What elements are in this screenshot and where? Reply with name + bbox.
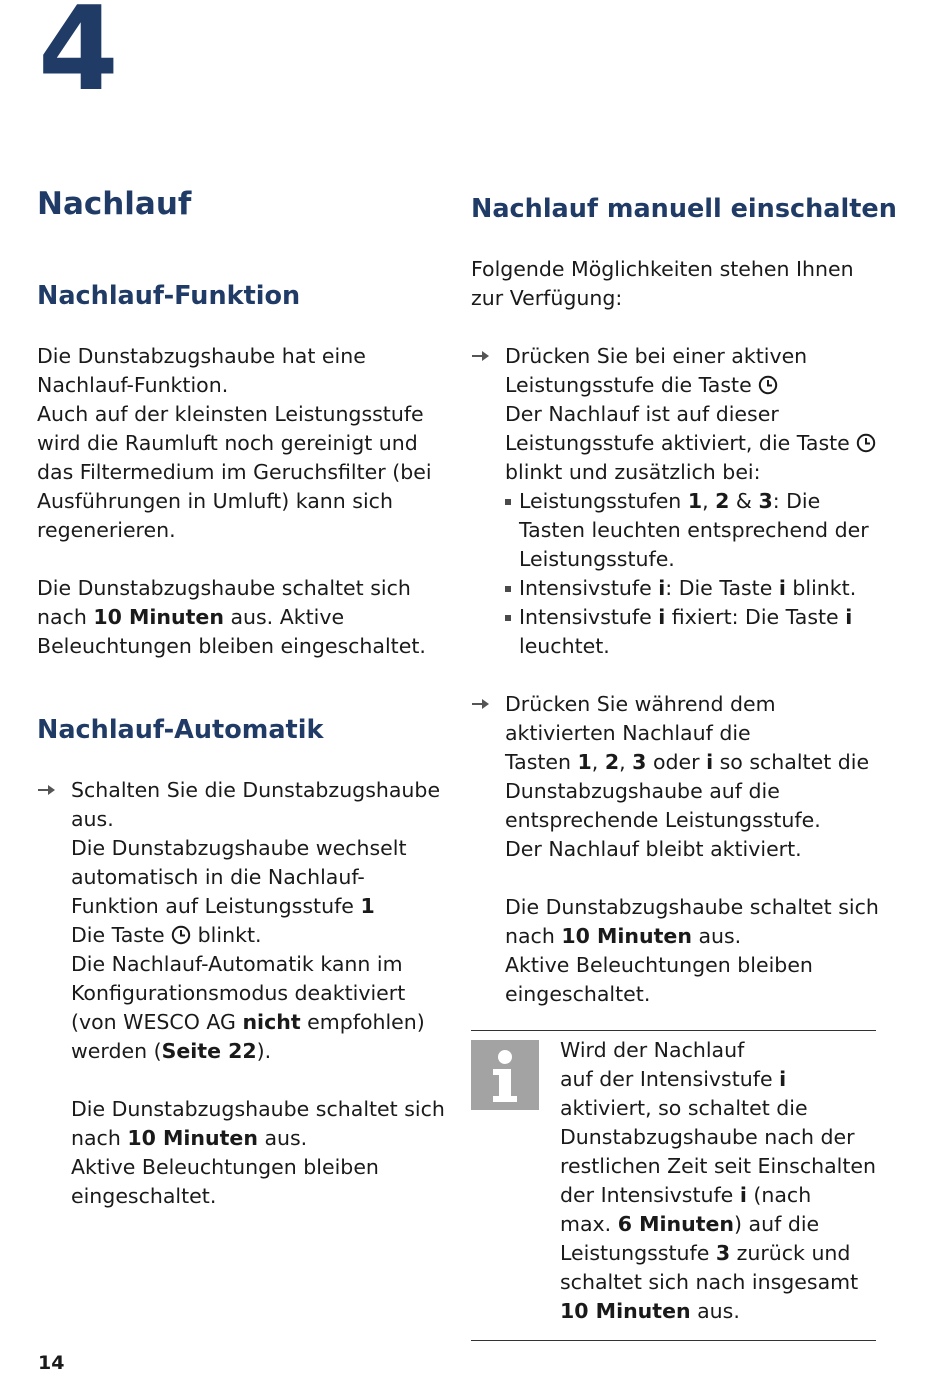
text-line xyxy=(505,429,879,458)
text-line: Die Dunstabzugshaube schaltet sich xyxy=(37,576,411,600)
text-span: max. xyxy=(560,1212,618,1236)
arrow-right-icon xyxy=(471,696,491,712)
text-line: Dunstabzugshaube auf die xyxy=(505,779,780,803)
text-line: Der Nachlauf bleibt aktiviert. xyxy=(505,837,802,861)
text-span: & xyxy=(729,489,759,513)
bold-span: i xyxy=(658,576,666,600)
text-line: Folgende Möglichkeiten stehen Ihnen xyxy=(471,257,854,281)
text-span: Leistungsstufen xyxy=(519,489,688,513)
text-line: entsprechende Leistungsstufe. xyxy=(505,808,821,832)
text-line: Nachlauf-Funktion. xyxy=(37,373,229,397)
page-number: 14 xyxy=(38,1352,65,1374)
bold-span: i xyxy=(739,1183,747,1207)
text-line: restlichen Zeit seit Einschalten xyxy=(560,1154,877,1178)
bullet-list xyxy=(505,487,879,661)
text-span: aus. xyxy=(257,1126,308,1150)
text-line: Wird der Nachlauf xyxy=(560,1038,745,1062)
text-span: nach xyxy=(505,924,562,948)
text-line: Aktive Beleuchtungen bleiben xyxy=(71,1155,379,1179)
bold-span: 10 Minuten xyxy=(93,605,224,629)
clock-icon xyxy=(171,925,191,945)
text-line: Konfigurationsmodus deaktiviert xyxy=(71,981,406,1005)
text-line: Beleuchtungen bleiben eingeschaltet. xyxy=(37,634,426,658)
bullet-square-icon xyxy=(505,586,511,592)
list-item xyxy=(471,690,879,1009)
text-span: zurück und xyxy=(730,1241,851,1265)
bold-span: i xyxy=(706,750,714,774)
text-line xyxy=(505,748,879,777)
clock-icon xyxy=(758,375,778,395)
text-span: Intensivstufe xyxy=(519,576,659,600)
text-span: aus. xyxy=(691,924,742,948)
text-line xyxy=(519,487,879,516)
text-line: Auch auf der kleinsten Leistungsstufe xyxy=(37,402,424,426)
clock-icon xyxy=(856,433,876,453)
text-line: eingeschaltet. xyxy=(71,1184,217,1208)
text-line xyxy=(560,1065,880,1094)
bold-span: i xyxy=(845,605,853,629)
bold-span: i xyxy=(658,605,666,629)
bold-span: i xyxy=(778,576,786,600)
divider-bottom xyxy=(471,1340,876,1341)
text-line xyxy=(519,603,879,632)
manual-content xyxy=(471,255,879,1009)
intro-paragraph xyxy=(471,255,879,313)
text-span: Die Taste xyxy=(71,923,172,947)
arrow-right-icon xyxy=(471,348,491,364)
text-span: so schaltet die xyxy=(713,750,870,774)
text-line xyxy=(71,1124,447,1153)
bold-span: 1 xyxy=(687,489,703,513)
text-line xyxy=(519,574,879,603)
text-line: Die Dunstabzugshaube schaltet sich xyxy=(71,1097,445,1121)
text-line: leuchtet. xyxy=(519,634,610,658)
text-line: blinkt und zusätzlich bei: xyxy=(505,460,761,484)
text-line: Die Dunstabzugshaube wechselt xyxy=(71,836,407,860)
page-reference: Seite 22 xyxy=(161,1039,257,1063)
text-span: Leistungsstufe aktiviert, die Taste xyxy=(505,431,857,455)
text-line: eingeschaltet. xyxy=(505,982,651,1006)
text-span: oder xyxy=(646,750,707,774)
text-line: regenerieren. xyxy=(37,518,176,542)
text-line xyxy=(560,1210,880,1239)
text-line: aus. xyxy=(71,807,114,831)
heading-nachlauf-automatik: Nachlauf-Automatik xyxy=(37,715,324,745)
text-span: , xyxy=(591,750,605,774)
list-item xyxy=(37,776,447,1211)
bold-span: 10 Minuten xyxy=(127,1126,258,1150)
text-line: Dunstabzugshaube nach der xyxy=(560,1125,855,1149)
bullet-item xyxy=(505,487,879,574)
text-span: : Die Taste xyxy=(665,576,779,600)
heading-nachlauf-manuell: Nachlauf manuell einschalten xyxy=(471,194,897,224)
text-line: Die Nachlauf-Automatik kann im xyxy=(71,952,403,976)
text-span: empfohlen) xyxy=(300,1010,425,1034)
text-line: zur Verfügung: xyxy=(471,286,623,310)
chapter-number: 4 xyxy=(38,0,117,117)
text-line: Leistungsstufe. xyxy=(519,547,675,571)
text-span: : Die xyxy=(772,489,821,513)
text-line xyxy=(37,603,447,632)
text-line xyxy=(560,1239,880,1268)
text-line xyxy=(560,1297,880,1326)
text-line: Ausführungen in Umluft) kann sich xyxy=(37,489,393,513)
text-line: Drücken Sie bei einer aktiven xyxy=(505,344,808,368)
function-paragraph-1 xyxy=(37,342,447,545)
text-line: Die Dunstabzugshaube hat eine xyxy=(37,344,366,368)
arrow-right-icon xyxy=(37,782,57,798)
bullet-item xyxy=(505,574,879,603)
function-paragraph-2 xyxy=(37,574,447,661)
text-line: schaltet sich nach insgesamt xyxy=(560,1270,859,1294)
bold-span: 3 xyxy=(715,1241,731,1265)
text-span: , xyxy=(702,489,716,513)
text-span: aus. xyxy=(690,1299,740,1323)
text-span: Leistungsstufe die Taste xyxy=(505,373,759,397)
info-icon xyxy=(471,1040,539,1110)
bullet-square-icon xyxy=(505,499,511,505)
section-title: Nachlauf xyxy=(37,186,192,222)
bold-span: 1 xyxy=(577,750,592,774)
bold-span: 3 xyxy=(758,489,773,513)
bullet-item xyxy=(505,603,879,661)
text-span: ). xyxy=(256,1039,272,1063)
function-description xyxy=(37,342,447,661)
bold-span: 3 xyxy=(632,750,647,774)
bold-span: 1 xyxy=(360,894,375,918)
text-line xyxy=(71,892,447,921)
bold-span: 2 xyxy=(715,489,730,513)
text-span: auf der Intensivstufe xyxy=(560,1067,780,1091)
heading-nachlauf-funktion: Nachlauf-Funktion xyxy=(37,281,301,311)
text-line: aktivierten Nachlauf die xyxy=(505,721,751,745)
text-span: fixiert: Die Taste xyxy=(665,605,846,629)
text-line xyxy=(71,1037,447,1066)
text-span: aus. Aktive xyxy=(223,605,345,629)
text-span: , xyxy=(619,750,633,774)
text-span: Intensivstufe xyxy=(519,605,659,629)
text-line: das Filtermedium im Geruchsfilter (bei xyxy=(37,460,432,484)
bold-span: i xyxy=(779,1067,787,1091)
text-line xyxy=(505,922,879,951)
bold-span: nicht xyxy=(242,1010,301,1034)
text-line xyxy=(560,1181,880,1210)
divider-top xyxy=(471,1030,876,1031)
text-line: Schalten Sie die Dunstabzugshaube xyxy=(71,778,441,802)
text-span: Funktion auf Leistungsstufe xyxy=(71,894,361,918)
bold-span: 10 Minuten xyxy=(560,1299,691,1323)
text-span: ) auf die xyxy=(734,1212,820,1236)
text-line: wird die Raumluft noch gereinigt und xyxy=(37,431,418,455)
bold-span: 10 Minuten xyxy=(561,924,692,948)
text-span: Leistungsstufe xyxy=(560,1241,716,1265)
text-line: Drücken Sie während dem xyxy=(505,692,776,716)
text-line xyxy=(71,921,447,950)
info-note xyxy=(560,1036,880,1326)
text-span: blinkt. xyxy=(191,923,262,947)
text-span: (von WESCO AG xyxy=(71,1010,243,1034)
text-line: Aktive Beleuchtungen bleiben xyxy=(505,953,813,977)
bold-span: 6 Minuten xyxy=(617,1212,735,1236)
list-item xyxy=(471,342,879,661)
text-span: nach xyxy=(37,605,94,629)
bullet-square-icon xyxy=(505,615,511,621)
text-span: nach xyxy=(71,1126,128,1150)
text-span: blinkt. xyxy=(785,576,857,600)
text-span: Tasten xyxy=(505,750,578,774)
text-span: (nach xyxy=(746,1183,812,1207)
text-line: aktiviert, so schaltet die xyxy=(560,1096,808,1120)
bold-span: 2 xyxy=(604,750,620,774)
text-span: werden ( xyxy=(71,1039,162,1063)
text-line: Die Dunstabzugshaube schaltet sich xyxy=(505,895,879,919)
text-line: Tasten leuchten entsprechend der xyxy=(519,518,869,542)
text-line: automatisch in die Nachlauf- xyxy=(71,865,365,889)
automatik-list xyxy=(37,776,447,1211)
text-line xyxy=(71,1008,447,1037)
text-span: der Intensivstufe xyxy=(560,1183,740,1207)
text-line xyxy=(505,371,879,400)
text-line: Der Nachlauf ist auf dieser xyxy=(505,402,779,426)
